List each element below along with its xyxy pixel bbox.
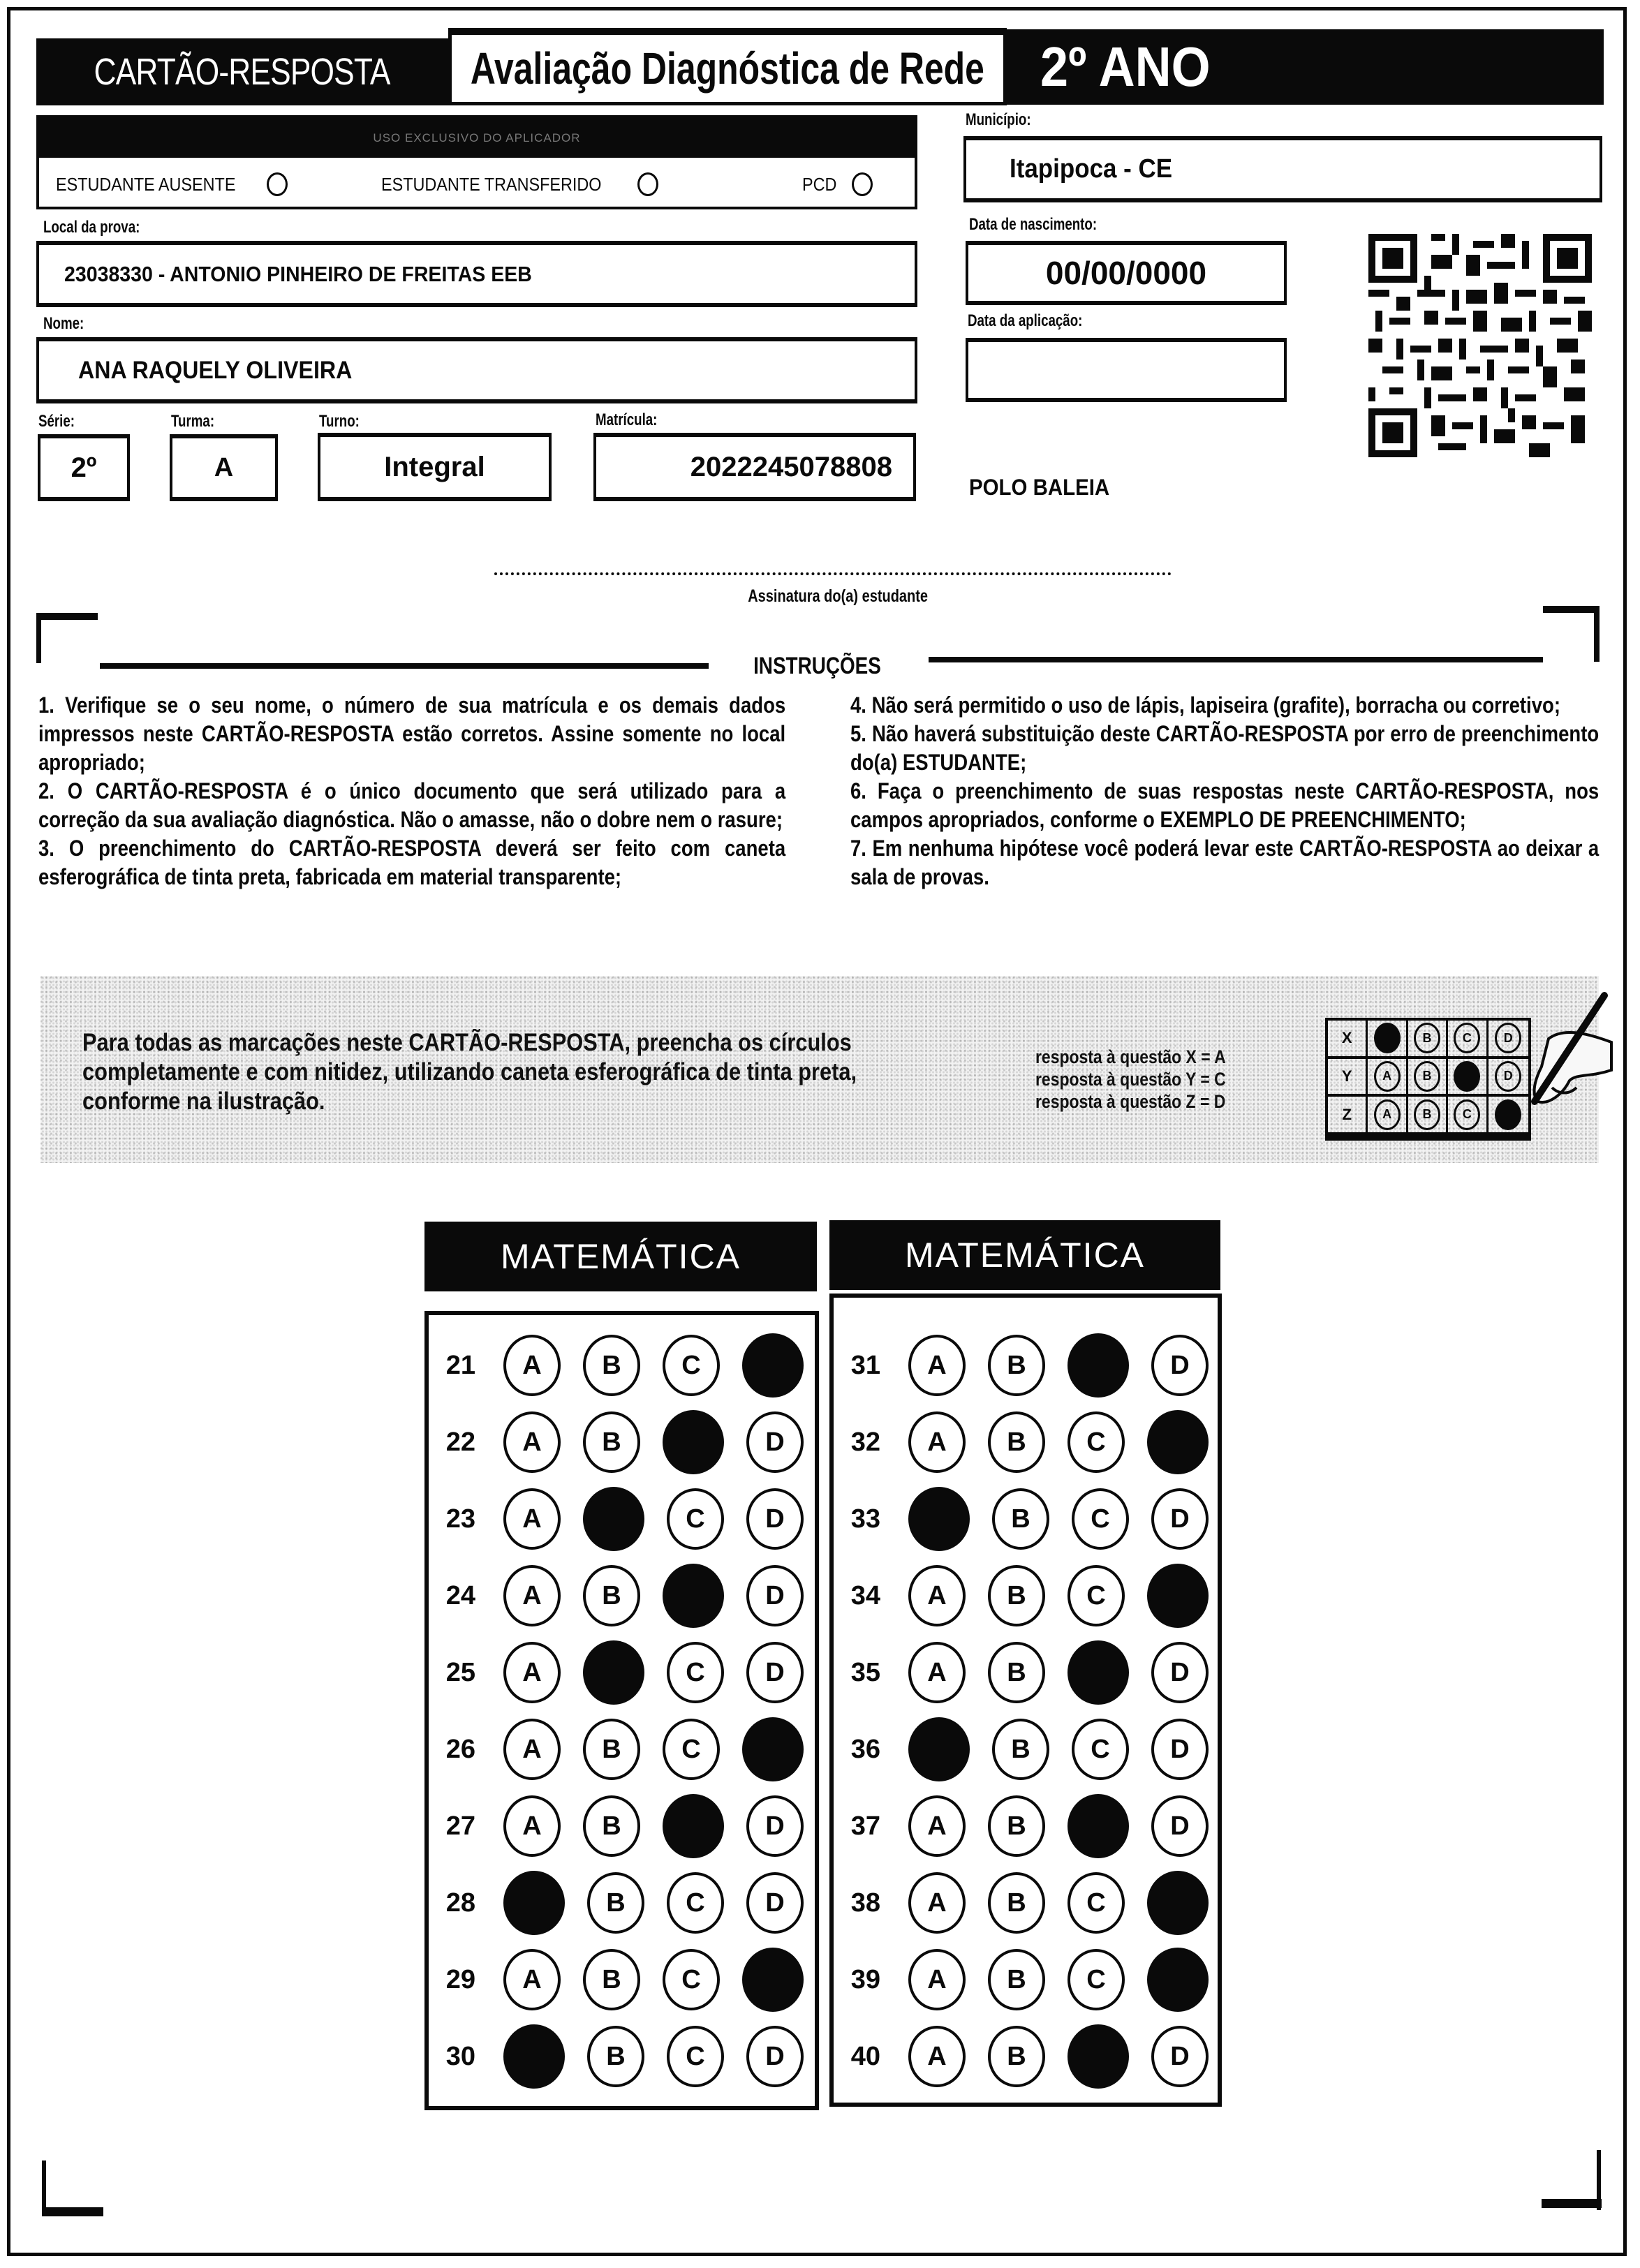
bubble-a[interactable]: A [503,1949,561,2010]
bubble-b[interactable]: B [583,1411,640,1473]
nome-value: ANA RAQUELY OLIVEIRA [78,356,353,384]
example-row-label: Y [1328,1059,1368,1097]
bubble-c[interactable]: C [663,1949,720,2010]
municipio-value: Itapipoca - CE [1010,154,1173,184]
filled-bubble-d[interactable] [1147,1410,1209,1474]
instruction-item: 3. O preenchimento do CARTÃO-RESPOSTA deverá ser feito com caneta esferográfica de tinta preta, fabricada em material transparente; [38,836,786,889]
option-pcd[interactable] [802,172,873,196]
applicator-band-label: USO EXCLUSIVO DO APLICADOR [373,131,581,144]
filled-bubble-c[interactable] [1068,2024,1129,2089]
bubble-a[interactable]: A [908,1335,966,1396]
bubble-b-icon: B [1414,1099,1440,1130]
question-row [834,1638,1209,1707]
option-label: ESTUDANTE TRANSFERIDO [381,173,602,195]
radio-circle-icon[interactable] [852,172,873,196]
bubble-b[interactable]: B [988,1872,1045,1934]
exam-title-block [448,28,1007,105]
bubble-a[interactable]: A [908,1795,966,1857]
bubble-b[interactable]: B [988,1565,1045,1626]
fill-example-text: Para todas as marcações neste CARTÃO-RESPOSTA, preencha os círculos completamente e com nitidez, utilizando caneta esferográfica de tinta preta, conforme na ilustração. [82,1029,857,1115]
subject-header-left [424,1222,817,1291]
question-number: 34 [850,1580,880,1610]
bubble-a[interactable]: A [503,1488,561,1550]
municipio-field [963,136,1602,202]
bubble-d-icon: D [1495,1023,1521,1053]
corner-mark-bottom-left-h [42,2207,103,2216]
filled-bubble-icon [1454,1061,1480,1092]
bubble-b[interactable]: B [583,1565,640,1626]
bubble-a[interactable]: A [908,1411,966,1473]
aplicacao-label: Data da aplicação: [968,311,1083,330]
nascimento-label: Data de nascimento: [969,215,1098,234]
question-number: 27 [445,1811,475,1841]
bubble-b[interactable]: B [992,1488,1049,1550]
corner-mark-top-right [1594,606,1600,662]
option-estudante-ausente[interactable] [56,172,288,196]
legend-item: resposta à questão Z = D [1035,1091,1226,1112]
option-label: PCD [802,173,837,195]
answer-grid-right [829,1294,1222,2107]
bubble-c[interactable]: C [667,2026,724,2087]
bubble-d[interactable]: D [746,1872,804,1934]
question-row [834,1945,1209,2015]
question-number: 21 [445,1350,475,1380]
bubble-a-icon: A [1374,1061,1401,1092]
subject-label: MATEMÁTICA [904,1236,1146,1275]
subject-header-right [829,1220,1220,1290]
bubble-a-icon: A [1374,1099,1401,1130]
filled-bubble-c[interactable] [663,1410,724,1474]
bubble-c[interactable]: C [1068,1565,1125,1626]
bubble-c[interactable]: C [1068,1949,1125,2010]
filled-bubble-d[interactable] [1147,1871,1209,1935]
filled-bubble-a[interactable] [908,1717,970,1781]
card-label: CARTÃO-RESPOSTA [94,51,391,93]
filled-bubble-d[interactable] [742,1333,804,1398]
question-row [429,1407,804,1477]
serie-value: 2º [71,452,97,483]
question-number: 32 [850,1427,880,1457]
serie-field [38,434,130,501]
bubble-d[interactable]: D [746,1795,804,1857]
filled-bubble-c[interactable] [1068,1794,1129,1858]
local-label: Local da prova: [43,218,140,237]
question-number: 33 [850,1504,880,1534]
applicator-band [39,118,915,158]
matricula-value: 2022245078808 [690,451,892,482]
filled-bubble-c[interactable] [663,1794,724,1858]
question-row [429,1791,804,1861]
question-row [429,1561,804,1631]
corner-mark-top-left [36,613,41,663]
question-row [429,1638,804,1707]
bubble-b[interactable]: B [988,1335,1045,1396]
bubble-a[interactable]: A [503,1719,561,1780]
bubble-b[interactable]: B [992,1719,1049,1780]
question-row [429,1484,804,1554]
bubble-d[interactable]: D [1151,1795,1209,1857]
question-number: 35 [850,1657,880,1687]
question-row [834,2022,1209,2091]
bubble-a[interactable]: A [908,1642,966,1703]
bubble-a[interactable]: A [908,1565,966,1626]
filled-bubble-b[interactable] [583,1487,644,1551]
filled-bubble-d[interactable] [1147,1564,1209,1628]
bubble-c[interactable]: C [667,1642,724,1703]
legend-item: resposta à questão Y = C [1035,1069,1226,1090]
turno-value: Integral [384,451,485,482]
bubble-d[interactable]: D [746,1488,804,1550]
filled-bubble-a[interactable] [503,1871,565,1935]
filled-bubble-c[interactable] [1068,1333,1129,1398]
option-label: ESTUDANTE AUSENTE [56,173,236,195]
bubble-b[interactable]: B [988,1411,1045,1473]
instruction-item: 1. Verifique se o seu nome, o número de sua matrícula e os demais dados impressos neste CARTÃO-RESPOSTA estão corretos. Assine somente no local apropriado; [38,692,786,775]
bubble-d[interactable]: D [746,1565,804,1626]
question-number: 25 [445,1657,475,1687]
instructions-left-column [38,691,785,891]
corner-mark-top-left-h [36,613,98,620]
applicator-panel [36,115,917,209]
bubble-a[interactable]: A [908,1949,966,2010]
example-row-label: X [1328,1021,1368,1059]
instructions-right-column [850,691,1599,891]
filled-bubble-c[interactable] [1068,1640,1129,1705]
bubble-a[interactable]: A [503,1335,561,1396]
question-number: 39 [850,1964,880,1994]
turma-value: A [214,452,234,482]
bubble-b[interactable]: B [988,1642,1045,1703]
question-number: 23 [445,1504,475,1534]
bubble-d[interactable]: D [746,1642,804,1703]
turma-label: Turma: [171,412,215,431]
filled-bubble-d[interactable] [742,1948,804,2012]
fill-example-banner [40,976,1599,1163]
filled-bubble-a[interactable] [908,1487,970,1551]
bubble-c[interactable]: C [663,1335,720,1396]
instruction-item: 2. O CARTÃO-RESPOSTA é o único documento que será utilizado para a correção da sua avaliação diagnóstica. Não o amasse, não o dobre nem o rasure; [38,778,786,832]
question-row [834,1791,1209,1861]
question-row [834,1868,1209,1938]
signature-line[interactable] [494,572,1172,575]
question-number: 38 [850,1888,880,1918]
instruction-item: 7. Em nenhuma hipótese você poderá levar este CARTÃO-RESPOSTA ao deixar a sala de provas. [850,836,1600,889]
bubble-a[interactable]: A [908,1872,966,1934]
question-row [429,1868,804,1938]
bubble-d[interactable]: D [746,2026,804,2087]
filled-bubble-b[interactable] [583,1640,644,1705]
bubble-a[interactable]: A [503,1795,561,1857]
filled-bubble-d[interactable] [1147,1948,1209,2012]
bubble-a[interactable]: A [503,1565,561,1626]
grade-block [1007,29,1604,105]
question-row [834,1561,1209,1631]
fill-example-legend [1035,1046,1259,1113]
nome-field [36,337,917,403]
filled-bubble-c[interactable] [663,1564,724,1628]
question-row [834,1714,1209,1784]
card-label-block [36,38,448,105]
nascimento-field [966,241,1287,305]
bubble-b[interactable]: B [988,2026,1045,2087]
corner-mark-bottom-right-h [1542,2199,1602,2208]
bubble-b-icon: B [1414,1023,1440,1053]
corner-mark-top-right-h [1543,606,1599,613]
instructions-title: INSTRUÇÕES [753,653,881,679]
radio-circle-icon[interactable] [637,172,658,196]
bubble-d[interactable]: D [1151,1719,1209,1780]
question-number: 24 [445,1580,475,1610]
question-row [834,1407,1209,1477]
bubble-c[interactable]: C [1072,1719,1129,1780]
example-row-label: Z [1328,1097,1368,1135]
instruction-item: 6. Faça o preenchimento de suas respostas neste CARTÃO-RESPOSTA, nos campos apropriados, conforme o EXEMPLO DE PREENCHIMENTO; [850,778,1600,832]
instructions-rule-left [100,663,709,669]
local-value: 23038330 - ANTONIO PINHEIRO DE FREITAS EEB [64,261,532,286]
question-number: 37 [850,1811,880,1841]
bubble-a[interactable]: A [503,1411,561,1473]
bubble-b[interactable]: B [587,2026,644,2087]
bubble-b[interactable]: B [988,1795,1045,1857]
filled-bubble-icon [1495,1099,1521,1130]
radio-circle-icon[interactable] [267,172,288,196]
bubble-c[interactable]: C [1068,1872,1125,1934]
aplicacao-field[interactable] [966,338,1287,402]
bubble-d[interactable]: D [1151,1642,1209,1703]
filled-bubble-a[interactable] [503,2024,565,2089]
exam-title: Avaliação Diagnóstica de Rede [470,43,985,94]
bubble-d-icon: D [1495,1061,1521,1092]
question-number: 31 [850,1350,880,1380]
grade-label: 2º ANO [1040,36,1211,98]
instructions-rule-right [929,657,1543,662]
subject-label: MATEMÁTICA [500,1237,741,1276]
bubble-c-icon: C [1454,1099,1480,1130]
question-number: 30 [445,2041,475,2071]
bubble-b-icon: B [1414,1061,1440,1092]
question-row [834,1484,1209,1554]
bubble-c[interactable]: C [663,1719,720,1780]
answer-grid-left [424,1311,819,2110]
question-row [834,1331,1209,1400]
question-number: 40 [850,2041,880,2071]
bubble-c[interactable]: C [667,1872,724,1934]
bubble-a[interactable]: A [503,1642,561,1703]
bubble-b[interactable]: B [988,1949,1045,2010]
question-row [429,1714,804,1784]
fill-example-grid [1325,1018,1531,1141]
signature-label: Assinatura do(a) estudante [748,586,928,606]
instruction-item: 4. Não será permitido o uso de lápis, lapiseira (grafite), borracha ou corretivo; [850,692,1560,718]
question-number: 22 [445,1427,475,1457]
turma-field [170,434,278,501]
question-number: 36 [850,1734,880,1764]
bubble-c[interactable]: C [1072,1488,1129,1550]
bubble-b[interactable]: B [583,1795,640,1857]
question-number: 28 [445,1888,475,1918]
serie-label: Série: [38,412,75,431]
filled-bubble-icon [1374,1023,1401,1053]
bubble-b[interactable]: B [583,1335,640,1396]
matricula-field [593,433,916,501]
question-row [429,1331,804,1400]
bubble-a[interactable]: A [908,2026,966,2087]
matricula-label: Matrícula: [596,410,658,429]
local-field [36,241,917,307]
option-estudante-transferido[interactable] [381,172,658,196]
bubble-c[interactable]: C [1068,1411,1125,1473]
bubble-b[interactable]: B [587,1872,644,1934]
question-number: 29 [445,1964,475,1994]
bubble-b[interactable]: B [583,1949,640,2010]
turno-label: Turno: [319,412,360,431]
hand-pencil-icon [1521,990,1618,1116]
bubble-c[interactable]: C [667,1488,724,1550]
bubble-d[interactable]: D [746,1411,804,1473]
bubble-d[interactable]: D [1151,1335,1209,1396]
turno-field [318,433,552,501]
nascimento-value: 00/00/0000 [1045,255,1207,291]
instruction-item: 5. Não haverá substituição deste CARTÃO-RESPOSTA por erro de preenchimento do(a) ESTUDANTE; [850,721,1600,775]
bubble-d[interactable]: D [1151,2026,1209,2087]
nome-label: Nome: [43,314,84,333]
bubble-b[interactable]: B [583,1719,640,1780]
bubble-c-icon: C [1454,1023,1480,1053]
municipio-label: Município: [966,110,1031,129]
filled-bubble-d[interactable] [742,1717,804,1781]
question-row [429,1945,804,2015]
question-row [429,2022,804,2091]
polo-label: POLO BALEIA [969,475,1110,500]
qr-code-icon [1368,234,1592,457]
question-number: 26 [445,1734,475,1764]
legend-item: resposta à questão X = A [1035,1046,1226,1067]
bubble-d[interactable]: D [1151,1488,1209,1550]
